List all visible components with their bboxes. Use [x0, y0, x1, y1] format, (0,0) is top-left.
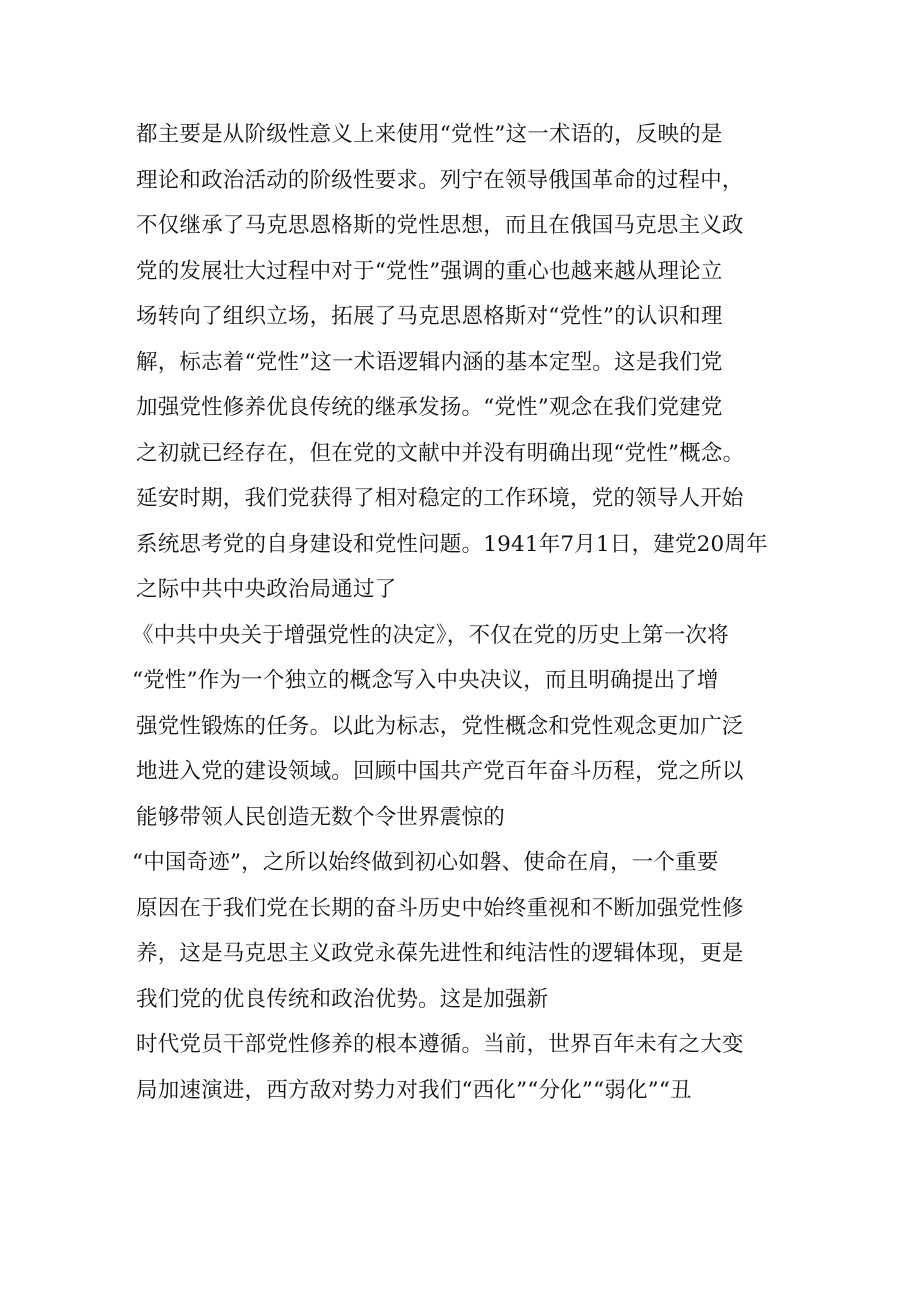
text-line: 党的发展壮大过程中对于“党性”强调的重心也越来越从理论立 — [136, 258, 723, 284]
text-line: 能够带领人民创造无数个令世界震惊的 — [136, 804, 505, 830]
body-text — [132, 112, 796, 1113]
text-line: 场转向了组织立场，拓展了马克思恩格斯对“党性”的认识和理 — [136, 304, 723, 329]
text-line: “党性”作为一个独立的概念写入中央决议，而且明确提出了增 — [132, 668, 719, 693]
text-line: 时代党员干部党性修养的根本遵循。当前，世界百年未有之大变 — [136, 1032, 744, 1057]
text-line: 系统思考党的自身建设和党性问题。1941年7月1日，建党20周年 — [136, 531, 768, 557]
text-line: 加强党性修养优良传统的继承发扬。“党性”观念在我们党建党 — [136, 395, 723, 420]
text-line: 原因在于我们党在长期的奋斗历史中始终重视和不断加强党性修 — [136, 895, 744, 921]
text-line: 之初就已经存在，但在党的文献中并没有明确出现“党性”概念。 — [136, 440, 745, 466]
text-line: 强党性锻炼的任务。以此为标志，党性概念和党性观念更加广泛 — [136, 713, 744, 739]
text-line: 不仅继承了马克思恩格斯的党性思想，而且在俄国马克思主义政 — [136, 213, 744, 238]
text-line: 理论和政治活动的阶级性要求。列宁在领导俄国革命的过程中， — [136, 167, 744, 193]
text-line: 局加速演进，西方敌对势力对我们“西化”“分化”“弱化”“丑 — [136, 1077, 692, 1103]
text-line: “中国奇迹”，之所以始终做到初心如磐、使命在肩，一个重要 — [132, 850, 719, 875]
text-line: 解，标志着“党性”这一术语逻辑内涵的基本定型。这是我们党 — [136, 349, 723, 375]
text-line: 我们党的优良传统和政治优势。这是加强新 — [136, 986, 549, 1012]
text-line: 之际中共中央政治局通过了 — [136, 577, 397, 602]
text-line: 都主要是从阶级性意义上来使用“党性”这一术语的，反映的是 — [136, 122, 723, 147]
text-line: 延安时期，我们党获得了相对稳定的工作环境，党的领导人开始 — [136, 486, 744, 511]
text-line: 《中共中央关于增强党性的决定》，不仅在党的历史上第一次将 — [132, 622, 729, 648]
text-line: 地进入党的建设领域。回顾中国共产党百年奋斗历程，党之所以 — [136, 759, 744, 784]
text-line: 养，这是马克思主义政党永葆先进性和纯洁性的逻辑体现，更是 — [136, 941, 744, 966]
